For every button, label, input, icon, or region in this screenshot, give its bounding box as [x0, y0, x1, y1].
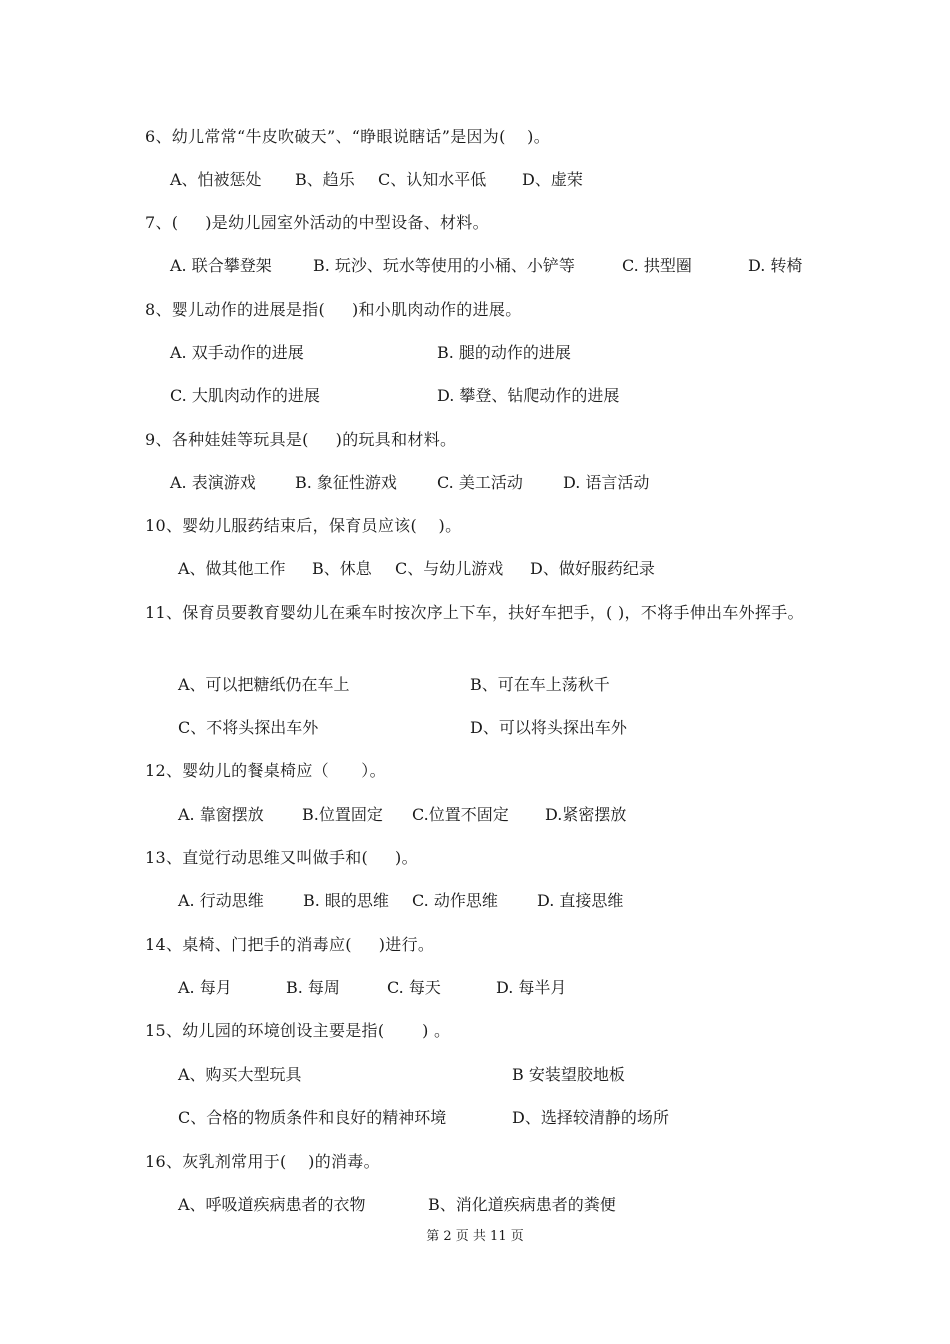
option-c: C. 大肌肉动作的进展	[170, 386, 320, 405]
option-d: D. 直接思维	[537, 891, 624, 910]
option-d: D. 每半月	[496, 978, 567, 997]
question-stem: 13、直觉行动思维又叫做手和( )。	[145, 848, 418, 867]
option-c: C. 动作思维	[412, 891, 498, 910]
option-c: C. 美工活动	[437, 473, 523, 492]
option-c: C.位置不固定	[412, 805, 509, 824]
option-b: B.位置固定	[302, 805, 383, 824]
page-number-footer: 第 2 页 共 11 页	[426, 1229, 524, 1244]
option-a: A. 每月	[178, 978, 232, 997]
option-c: C、认知水平低	[378, 170, 487, 189]
option-c: C、合格的物质条件和良好的精神环境	[178, 1108, 447, 1127]
question-stem: 9、各种娃娃等玩具是( )的玩具和材料。	[145, 430, 457, 449]
option-c: C、与幼儿游戏	[395, 559, 504, 578]
option-b: B. 眼的思维	[303, 891, 389, 910]
question-stem: 8、婴儿动作的进展是指( )和小肌肉动作的进展。	[145, 300, 522, 319]
question-stem: 14、桌椅、门把手的消毒应( )进行。	[145, 935, 435, 954]
option-d: D.紧密摆放	[545, 805, 627, 824]
option-a: A. 联合攀登架	[170, 256, 272, 275]
question-stem: 7、( )是幼儿园室外活动的中型设备、材料。	[145, 213, 489, 232]
option-a: A. 表演游戏	[170, 473, 256, 492]
option-d: D、虚荣	[522, 170, 583, 189]
option-b: B. 象征性游戏	[295, 473, 397, 492]
question-stem: 12、婴幼儿的餐桌椅应（ ）。	[145, 761, 386, 780]
option-d: D、做好服药纪录	[530, 559, 655, 578]
option-b: B、趋乐	[295, 170, 355, 189]
question-stem: 15、幼儿园的环境创设主要是指( ) 。	[145, 1021, 451, 1040]
option-a: A. 靠窗摆放	[178, 805, 264, 824]
option-b: B 安装望胶地板	[512, 1065, 625, 1084]
option-b: B. 每周	[286, 978, 340, 997]
question-stem: 10、婴幼儿服药结束后，保育员应该( )。	[145, 516, 462, 535]
option-a: A、呼吸道疾病患者的衣物	[178, 1195, 366, 1214]
option-d: D、选择较清静的场所	[512, 1108, 669, 1127]
option-a: A、怕被惩处	[170, 170, 262, 189]
option-d: D. 攀登、钻爬动作的进展	[437, 386, 620, 405]
option-b: B. 玩沙、玩水等使用的小桶、小铲等	[313, 256, 575, 275]
option-d: D. 语言活动	[563, 473, 650, 492]
option-b: B. 腿的动作的进展	[437, 343, 571, 362]
question-stem: 16、灰乳剂常用于( )的消毒。	[145, 1152, 380, 1171]
option-a: A、可以把糖纸仍在车上	[178, 675, 350, 694]
option-b: B、消化道疾病患者的粪便	[428, 1195, 616, 1214]
question-stem: 6、幼儿常常“牛皮吹破天”、“睁眼说瞎话”是因为( )。	[145, 127, 551, 146]
option-a: A. 行动思维	[178, 891, 264, 910]
option-a: A、做其他工作	[178, 559, 286, 578]
option-b: B、休息	[312, 559, 372, 578]
option-a: A、购买大型玩具	[178, 1065, 302, 1084]
option-d: D、可以将头探出车外	[470, 718, 627, 737]
option-d: D. 转椅	[748, 256, 803, 275]
option-c: C、不将头探出车外	[178, 718, 319, 737]
option-c: C. 每天	[387, 978, 441, 997]
option-b: B、可在车上荡秋千	[470, 675, 610, 694]
option-a: A. 双手动作的进展	[170, 343, 304, 362]
option-c: C. 拱型圈	[622, 256, 692, 275]
question-stem: 11、保育员要教育婴幼儿在乘车时按次序上下车，扶好车把手，( )，不将手伸出车外挥手。	[145, 603, 804, 622]
